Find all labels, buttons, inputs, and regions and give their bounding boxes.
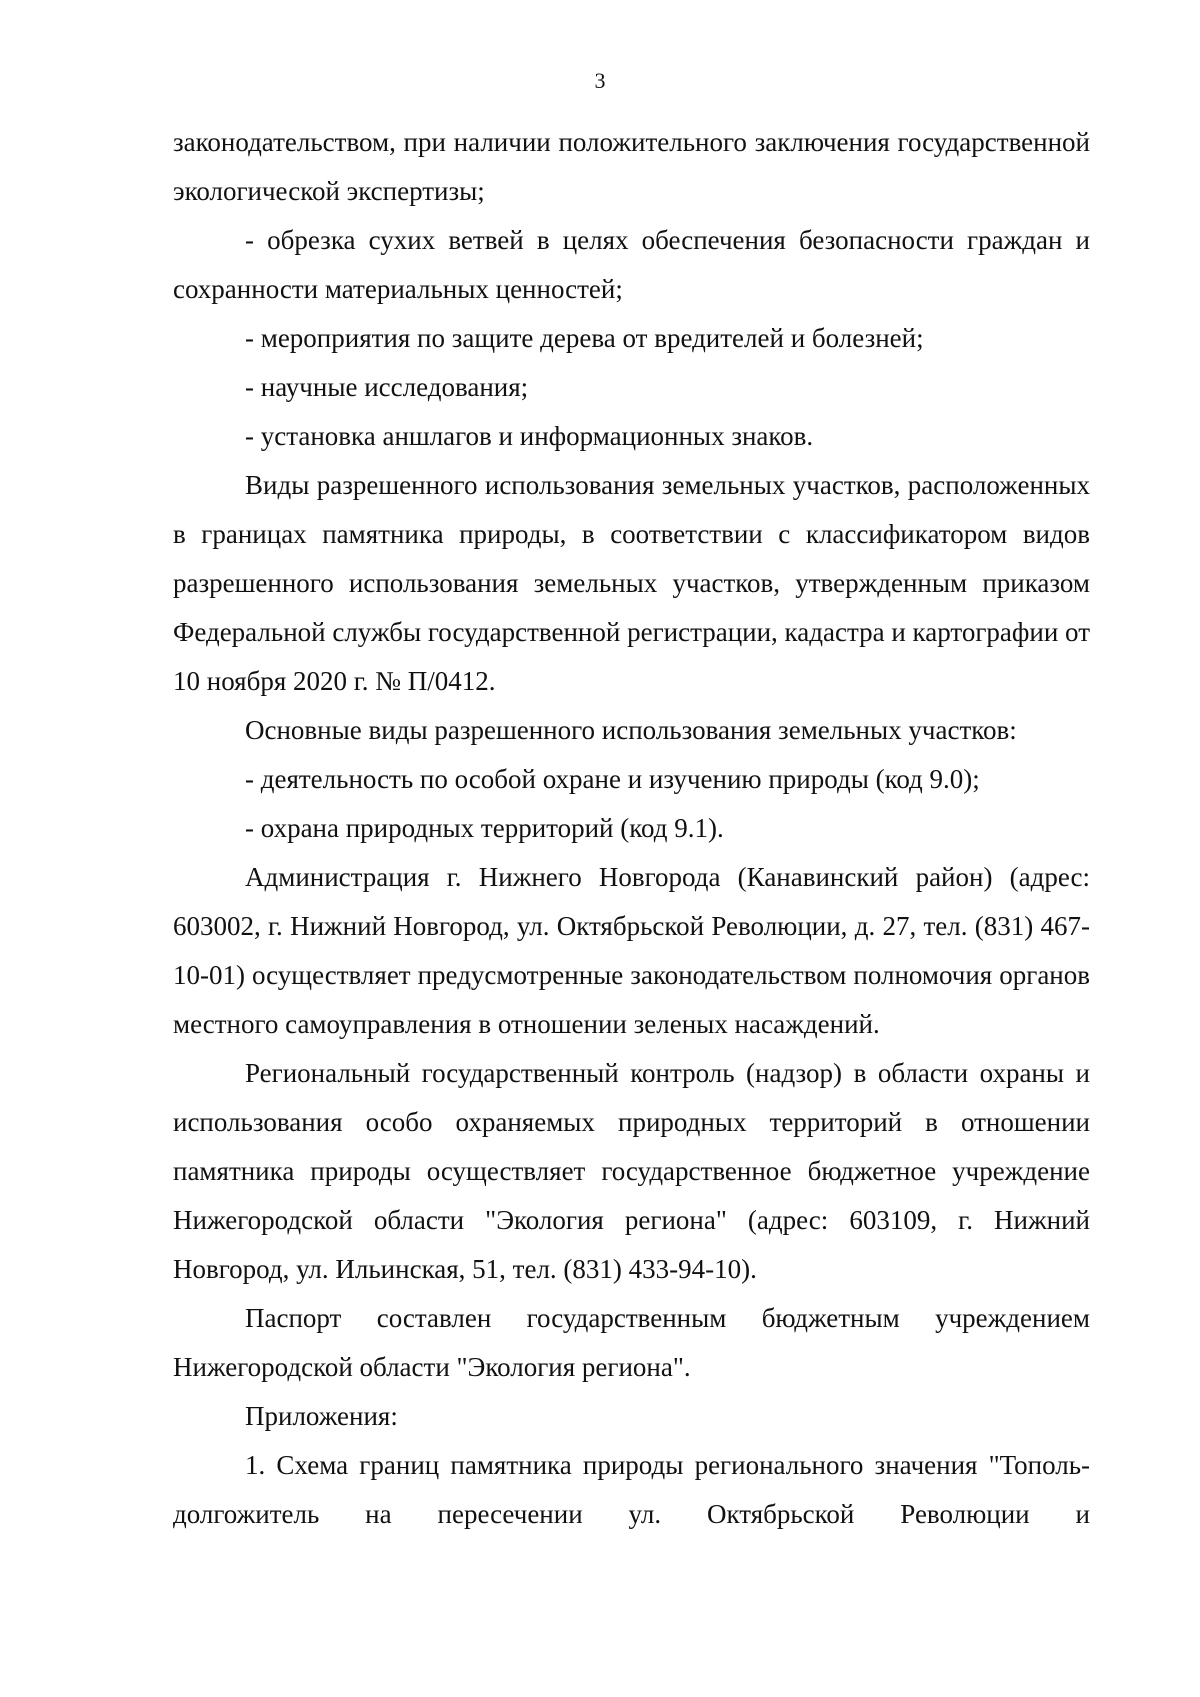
list-item-pest-protection: - мероприятия по защите дерева от вредителей и болезней; — [245, 323, 924, 353]
paragraph-expertise: законодательством, при наличии положительного заключения государственной экологической экспертизы; — [173, 127, 1090, 206]
list-item-branch-pruning: - обрезка сухих ветвей в целях обеспечения безопасности граждан и сохранности материальных ценностей; — [173, 225, 1090, 304]
paragraph-main-land-use: Основные виды разрешенного использования земельных участков: — [245, 715, 1017, 745]
list-item-code-9-0: - деятельность по особой охране и изучению природы (код 9.0); — [245, 764, 980, 794]
paragraph-appendices-heading: Приложения: — [245, 1401, 398, 1431]
list-item-signs: - установка аншлагов и информационных знаков. — [245, 421, 814, 451]
list-item-appendix-1: 1. Схема границ памятника природы регионального значения "Тополь-долгожитель на пересечении ул. Октябрьской Революции и — [173, 1450, 1090, 1529]
list-item-research: - научные исследования; — [245, 372, 529, 402]
document-body — [173, 118, 1090, 1539]
page-number: 3 — [594, 68, 606, 93]
paragraph-regional-control: Региональный государственный контроль (надзор) в области охраны и использования особо охраняемых природных территорий в отношении памятника природы осуществляет государственное бюджетное учреждение Нижегородской области "Экология региона" (адрес: 603109, г. Нижний Новгород, ул. Ильинская, 51, тел. (831) 433-94-10). — [173, 1058, 1090, 1284]
paragraph-passport: Паспорт составлен государственным бюджетным учреждением Нижегородской области "Экология региона". — [173, 1303, 1090, 1382]
paragraph-land-use-types: Виды разрешенного использования земельных участков, расположенных в границах памятника природы, в соответствии с классификатором видов разрешенного использования земельных участков, утвержденным приказом Федеральной службы государственной регистрации, кадастра и картографии от 10 ноября 2020 г. № П/0412. — [173, 470, 1090, 696]
paragraph-administration: Администрация г. Нижнего Новгорода (Канавинский район) (адрес: 603002, г. Нижний Новгород, ул. Октябрьской Революции, д. 27, тел. (831) 467-10-01) осуществляет предусмотренные законодательством полномочия органов местного самоуправления в отношении зеленых насаждений. — [173, 862, 1090, 1039]
list-item-code-9-1: - охрана природных территорий (код 9.1). — [245, 813, 724, 843]
